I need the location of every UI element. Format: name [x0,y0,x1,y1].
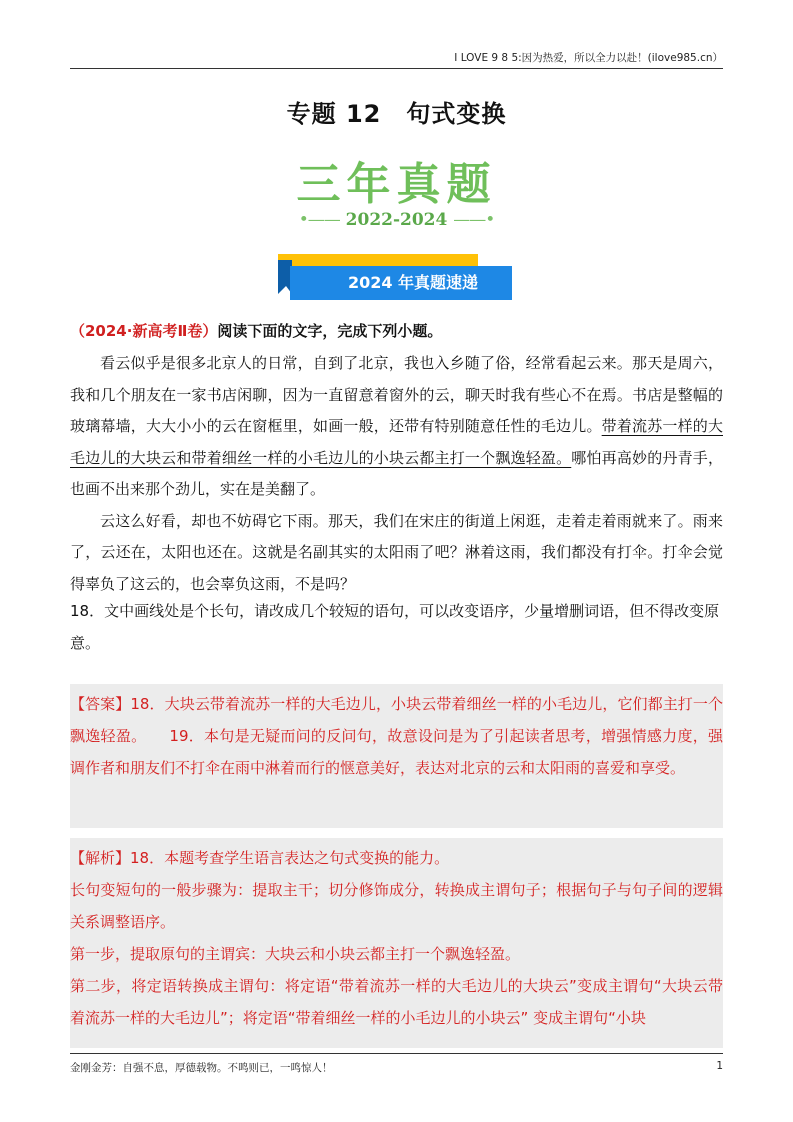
section-big-title: 三年真题 [296,159,497,210]
question-18: 18．文中画线处是个长句，请改成几个较短的语句，可以改变语序，少量增删词语，但不得改变原意。 [70,602,720,652]
banner-label: 2024 年真题速递 [347,273,479,292]
passage-paragraph-1 [70,348,723,506]
passage-text: 哪怕再高妙的丹青手，也画不出来那个劲儿，实在是美翻了。 [70,448,723,498]
passage-text: 看云似乎是很多北京人的日常，自到了北京，我也入乡随了俗，经常看起云来。那天是周六，我和几个朋友在一家书店闲聊，因为一直留意着窗外的云，聊天时我有些心不在焉。书店是整幅的玻璃幕墙，大大小小的云在窗框里，如画一般，还带有特别随意任性的毛边儿。 [70,354,723,435]
question-source: （2024·新高考Ⅱ卷） [70,322,218,340]
header-divider [70,68,723,69]
footer-motto: 金刚金芳：自强不息，厚德载物。不鸣则已，一鸣惊人！ [70,1062,333,1074]
question-heading [70,316,723,348]
page-header-text: I LOVE 9 8 5:因为热爱，所以全力以赴！(ilove985.cn） [454,52,723,64]
footer-divider [70,1053,723,1054]
left-dash-ornament: •—— [298,210,340,230]
year-range-text: 2022-2024 [345,210,448,230]
section-banner [278,254,512,302]
analysis-panel [70,838,723,1048]
year-range [0,210,793,230]
document-title: 专题 12 句式变换 [286,100,507,128]
answer-text: 【答案】18．大块云带着流苏一样的大毛边儿，小块云带着细丝一样的小毛边儿，它们都主打一个飘逸轻盈。 19．本句是无疑而问的反问句，故意设问是为了引起读者思考，增强情感力度，强调作者和朋友们不打伞在雨中淋着而行的惬意美好，表达对北京的云和太阳雨的喜爱和享受。 [70,695,723,777]
passage-paragraph-2: 云这么好看，却也不妨碍它下雨。那天，我们在宋庄的街道上闲逛，走着走着雨就来了。雨来了，云还在，太阳也还在。这就是名副其实的太阳雨了吧？淋着这雨，我们都没有打伞。打伞会觉得辜负了这云的，也会辜负这雨，不是吗？ [70,511,723,593]
question-instruction: 阅读下面的文字，完成下列小题。 [217,322,443,340]
right-dash-ornament: ——• [453,210,495,230]
reading-passage [70,348,723,600]
page-number: 1 [716,1060,723,1072]
analysis-line: 【解析】18．本题考查学生语言表达之句式变换的能力。 [70,849,450,867]
answer-panel [70,684,723,828]
analysis-line: 长句变短句的一般步骤为：提取主干；切分修饰成分，转换成主谓句子；根据句子与句子间的逻辑关系调整语序。 [70,881,723,931]
analysis-line: 第二步，将定语转换成主谓句：将定语“带着流苏一样的大毛边儿的大块云”变成主谓句“大块云带着流苏一样的大毛边儿”；将定语“带着细丝一样的小毛边儿的小块云” 变成主谓句“小块 [70,977,723,1027]
analysis-line: 第一步，提取原句的主谓宾：大块云和小块云都主打一个飘逸轻盈。 [70,945,521,963]
underlined-sentence: 带着流苏一样的大毛边儿的大块云和带着细丝一样的小毛边儿的小块云都主打一个飘逸轻盈。 [70,417,723,467]
